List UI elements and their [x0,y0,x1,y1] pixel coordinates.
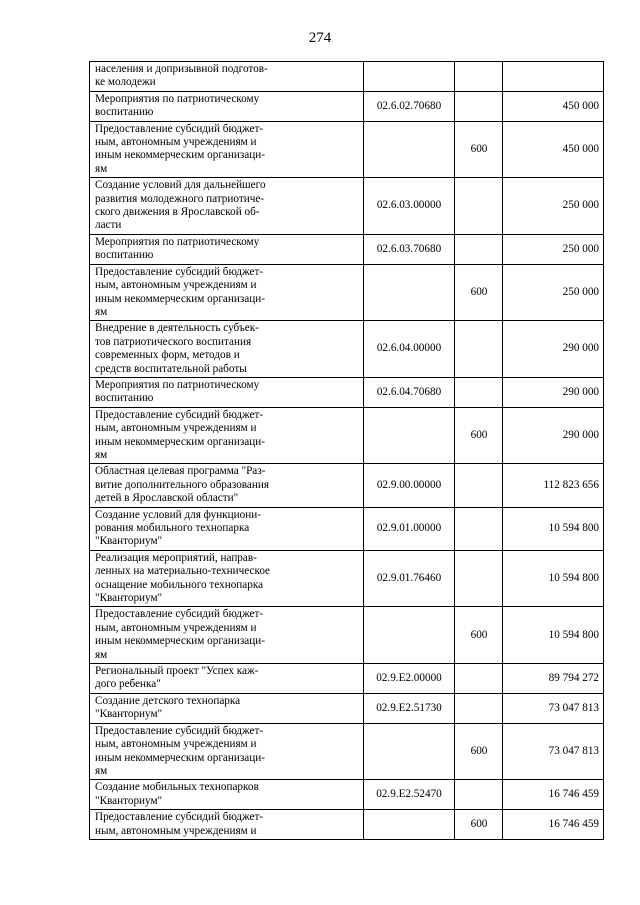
amount-cell: 290 000 [503,321,604,378]
table-row [90,464,604,507]
expense-type-cell [455,664,503,694]
amount-cell: 290 000 [503,377,604,407]
target-code-cell [364,264,455,321]
target-code-cell: 02.9.E2.52470 [364,780,455,810]
table-row [90,264,604,321]
table-row [90,91,604,121]
page-number: 274 [308,30,332,46]
table-row [90,234,604,264]
amount-cell: 450 000 [503,91,604,121]
target-code-cell: 02.9.01.76460 [364,550,455,607]
expense-type-cell [455,550,503,607]
table-row [90,693,604,723]
amount-cell: 10 594 800 [503,507,604,550]
table-row [90,723,604,780]
expense-name-cell: Создание условий для дальнейшего развития молодежного патриотиче- ского движения в Ярославской об- ласти [90,178,364,235]
expense-name-cell: Мероприятия по патриотическому воспитанию [90,234,364,264]
expense-name-cell: Предоставление субсидий бюджет- ным, автономным учреждениям и иным некоммерческим организаци- ям [90,264,364,321]
amount-cell: 10 594 800 [503,607,604,664]
expense-name-cell: Предоставление субсидий бюджет- ным, автономным учреждениям и иным некоммерческим организаци- ям [90,407,364,464]
expense-name-cell: Внедрение в деятельность субъек- тов патриотического воспитания современных форм, методов и средств воспитательной работы [90,321,364,378]
expense-name-cell: Региональный проект "Успех каж- дого ребенка" [90,664,364,694]
target-code-cell: 02.9.01.00000 [364,507,455,550]
amount-cell: 250 000 [503,234,604,264]
expense-type-cell [455,507,503,550]
expense-name-cell: Создание детского технопарка "Кванториум" [90,693,364,723]
table-row [90,810,604,840]
expense-name-cell: Предоставление субсидий бюджет- ным, автономным учреждениям и [90,810,364,840]
expense-type-cell [455,377,503,407]
table-row [90,321,604,378]
expense-type-cell: 600 [455,723,503,780]
target-code-cell [364,121,455,178]
table-row [90,178,604,235]
amount-cell: 450 000 [503,121,604,178]
expense-type-cell [455,178,503,235]
expense-type-cell [455,91,503,121]
expense-type-cell: 600 [455,121,503,178]
target-code-cell [364,810,455,840]
amount-cell: 16 746 459 [503,780,604,810]
table-row [90,407,604,464]
target-code-cell [364,407,455,464]
amount-cell: 112 823 656 [503,464,604,507]
table-row [90,62,604,92]
expense-type-cell: 600 [455,407,503,464]
table-row [90,664,604,694]
expense-name-cell: населения и допризывной подготов- ке молодежи [90,62,364,92]
expense-type-cell: 600 [455,810,503,840]
budget-table [89,61,604,840]
target-code-cell [364,607,455,664]
expense-name-cell: Мероприятия по патриотическому воспитанию [90,91,364,121]
expense-name-cell: Создание условий для функциони- рования мобильного технопарка "Кванториум" [90,507,364,550]
target-code-cell: 02.6.04.00000 [364,321,455,378]
expense-type-cell [455,234,503,264]
amount-cell [503,62,604,92]
expense-type-cell [455,464,503,507]
target-code-cell: 02.9.00.00000 [364,464,455,507]
expense-name-cell: Предоставление субсидий бюджет- ным, автономным учреждениям и иным некоммерческим организаци- ям [90,723,364,780]
expense-name-cell: Создание мобильных технопарков "Кванториум" [90,780,364,810]
target-code-cell: 02.6.03.70680 [364,234,455,264]
expense-type-cell [455,62,503,92]
amount-cell: 73 047 813 [503,693,604,723]
table-row [90,780,604,810]
table-row [90,507,604,550]
target-code-cell: 02.9.E2.51730 [364,693,455,723]
table-row [90,550,604,607]
amount-cell: 89 794 272 [503,664,604,694]
amount-cell: 73 047 813 [503,723,604,780]
target-code-cell: 02.6.04.70680 [364,377,455,407]
expense-name-cell: Реализация мероприятий, направ- ленных на материально-техническое оснащение мобильного технопарка "Кванториум" [90,550,364,607]
table-row [90,121,604,178]
target-code-cell [364,62,455,92]
expense-type-cell: 600 [455,607,503,664]
target-code-cell: 02.6.02.70680 [364,91,455,121]
table-row [90,607,604,664]
table-row [90,377,604,407]
expense-type-cell [455,321,503,378]
budget-table-body [90,62,604,840]
amount-cell: 250 000 [503,178,604,235]
expense-type-cell: 600 [455,264,503,321]
amount-cell: 290 000 [503,407,604,464]
expense-type-cell [455,780,503,810]
target-code-cell [364,723,455,780]
expense-type-cell [455,693,503,723]
amount-cell: 10 594 800 [503,550,604,607]
expense-name-cell: Предоставление субсидий бюджет- ным, автономным учреждениям и иным некоммерческим организаци- ям [90,607,364,664]
target-code-cell: 02.6.03.00000 [364,178,455,235]
expense-name-cell: Предоставление субсидий бюджет- ным, автономным учреждениям и иным некоммерческим организаци- ям [90,121,364,178]
target-code-cell: 02.9.E2.00000 [364,664,455,694]
amount-cell: 250 000 [503,264,604,321]
expense-name-cell: Мероприятия по патриотическому воспитанию [90,377,364,407]
amount-cell: 16 746 459 [503,810,604,840]
expense-name-cell: Областная целевая программа "Раз- витие дополнительного образования детей в Ярославской области" [90,464,364,507]
